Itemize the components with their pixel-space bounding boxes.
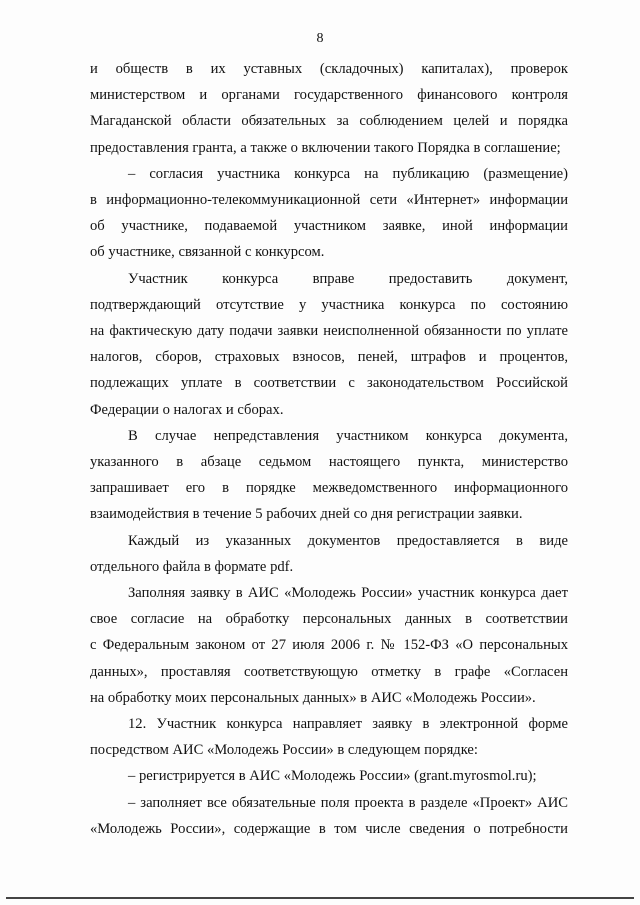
paragraph-1 [90, 56, 568, 161]
text-line: подлежащих уплате в соответствии с законодательством Российской [90, 375, 568, 392]
text-line: на фактическую дату подачи заявки неисполненной обязанности по уплате [90, 323, 568, 340]
text-line: посредством АИС «Молодежь России» в следующем порядке: [90, 742, 478, 759]
text-line: – согласия участника конкурса на публикацию (размещение) [128, 165, 568, 182]
text-line: и обществ в их уставных (складочных) капиталах), проверок [90, 61, 568, 77]
text-line: данных», проставляя соответствующую отметку в графе «Согласен [90, 663, 568, 680]
document-body [90, 56, 568, 842]
text-line: свое согласие на обработку персональных данных в соответствии [90, 611, 568, 628]
page-bottom-edge [6, 897, 634, 899]
text-line: – регистрируется в АИС «Молодежь России» (grant.myrosmol.ru); [128, 768, 537, 785]
text-line: «Молодежь России», содержащие в том числе сведения о потребности [90, 820, 568, 837]
text-line: Магаданской области обязательных за соблюдением целей и порядка [90, 113, 568, 130]
text-line: – заполняет все обязательные поля проекта в разделе «Проект» АИС [128, 794, 568, 811]
text-line: запрашивает его в порядке межведомственного информационного [90, 480, 568, 497]
text-line: Каждый из указанных документов предоставляется в виде [128, 532, 568, 549]
text-line: с Федеральным законом от 27 июля 2006 г. № 152-ФЗ «О персональных [90, 637, 568, 654]
text-line: подтверждающий отсутствие у участника конкурса по состоянию [90, 296, 568, 313]
text-line: предоставления гранта, а также о включении такого Порядка в соглашение; [90, 139, 561, 156]
paragraph-5 [90, 528, 568, 580]
paragraph-3 [90, 266, 568, 423]
text-line: в информационно-телекоммуникационной сети «Интернет» информации [90, 192, 568, 209]
text-line: Федерации о налогах и сборах. [90, 401, 284, 418]
paragraph-7 [90, 711, 568, 763]
text-line: об участнике, связанной с конкурсом. [90, 244, 325, 261]
paragraph-6 [90, 580, 568, 711]
text-line: министерством и органами государственного финансового контроля [90, 87, 568, 104]
text-line: об участнике, подаваемой участником заявке, иной информации [90, 218, 568, 235]
page-number: 8 [316, 31, 324, 46]
paragraph-8 [90, 763, 568, 789]
paragraph-9 [90, 790, 568, 842]
text-line: указанного в абзаце седьмом настоящего пункта, министерство [90, 454, 568, 471]
text-line: на обработку моих персональных данных» в АИС «Молодежь России». [90, 689, 536, 706]
text-line: Заполняя заявку в АИС «Молодежь России» участник конкурса дает [128, 585, 568, 602]
text-line: взаимодействия в течение 5 рабочих дней со дня регистрации заявки. [90, 506, 523, 523]
text-line: Участник конкурса вправе предоставить документ, [128, 270, 568, 287]
text-line: налогов, сборов, страховых взносов, пеней, штрафов и процентов, [90, 349, 568, 366]
text-line: 12. Участник конкурса направляет заявку в электронной форме [128, 716, 568, 733]
text-line: В случае непредставления участником конкурса документа, [128, 427, 568, 444]
text-line: отдельного файла в формате pdf. [90, 558, 294, 575]
paragraph-2 [90, 161, 568, 266]
paragraph-4 [90, 423, 568, 528]
